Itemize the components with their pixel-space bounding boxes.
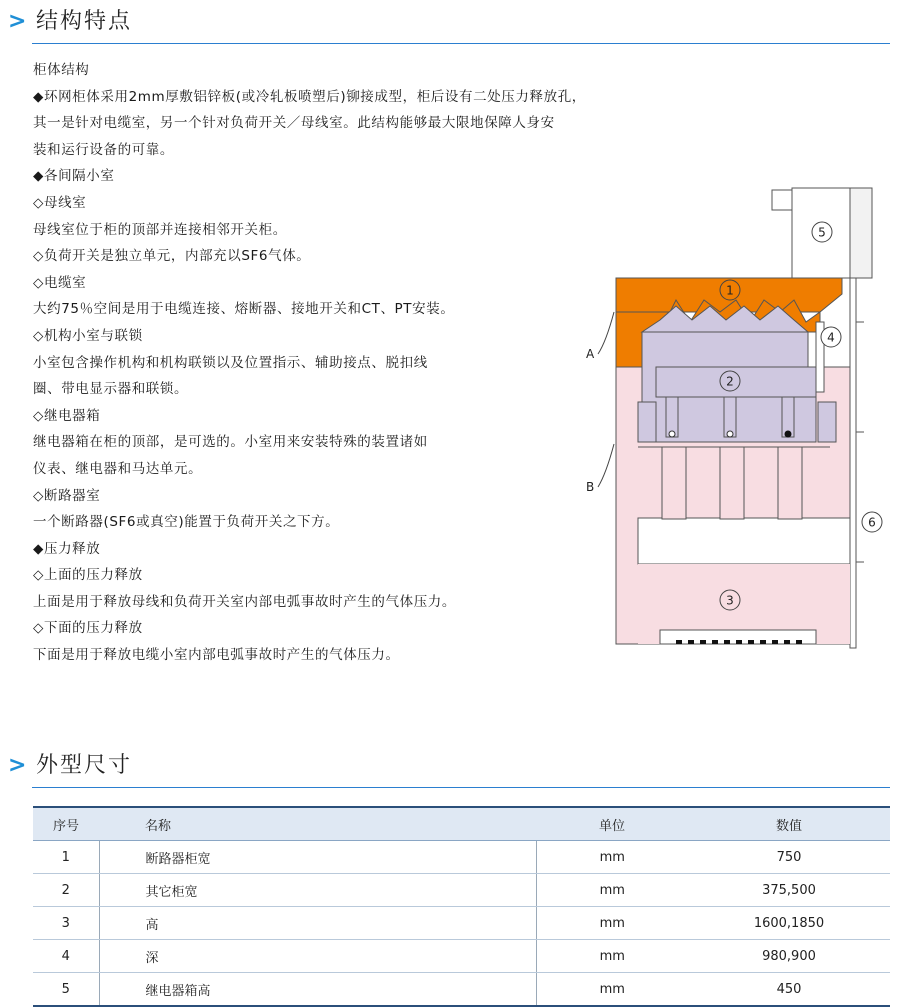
label-b: B: [586, 480, 595, 494]
text-line: 圈、带电显示器和联锁。: [33, 381, 189, 398]
cable-column: [778, 447, 802, 519]
cell-no: 3: [33, 907, 99, 940]
section-header-structure: [8, 4, 890, 44]
text-line: 装和运行设备的可靠。: [33, 141, 174, 158]
cell-value: 1600,1850: [688, 907, 890, 940]
col-header-unit: 单位: [536, 807, 688, 841]
text-line: 其一是针对电缆室，另一个针对负荷开关／母线室。此结构能够最大限地保障人身安: [33, 115, 555, 132]
cell-no: 1: [33, 841, 99, 874]
number-1-label: 1: [726, 283, 734, 298]
cabinet-cross-section-diagram: [580, 182, 900, 652]
text-line: ◇母线室: [33, 194, 87, 211]
cell-value: 980,900: [688, 940, 890, 973]
cable-column: [662, 447, 686, 519]
label-a: A: [586, 347, 595, 361]
section-divider: [32, 787, 890, 788]
cell-unit: mm: [536, 940, 688, 973]
cable-column: [720, 447, 744, 519]
table-header-row: [33, 807, 890, 841]
table-row: [33, 841, 890, 874]
right-frame: [850, 278, 856, 648]
cell-name: 断路器柜宽: [99, 841, 536, 874]
text-line: ◆环网柜体采用2mm厚敷铝锌板(或冷轧板喷塑后)铆接成型，柜后设有二处压力释放孔，: [33, 88, 586, 105]
text-line: 上面是用于释放母线和负荷开关室内部电弧事故时产生的气体压力。: [33, 593, 456, 610]
cell-value: 375,500: [688, 874, 890, 907]
section-header-dimensions: [8, 748, 890, 788]
text-line: ◇下面的压力释放: [33, 620, 143, 637]
col-header-value: 数值: [688, 807, 890, 841]
section-divider: [32, 43, 890, 44]
col-header-no: 序号: [33, 807, 99, 841]
number-5-label: 5: [818, 225, 826, 240]
table-row: [33, 874, 890, 907]
chevron-right-icon: >: [8, 753, 27, 778]
text-line: 仪表、继电器和马达单元。: [33, 460, 203, 477]
cell-unit: mm: [536, 841, 688, 874]
relay-box-bracket: [772, 190, 792, 210]
text-line: ◇继电器箱: [33, 407, 101, 424]
cell-unit: mm: [536, 874, 688, 907]
number-6-label: 6: [868, 515, 876, 530]
text-line: ◇机构小室与联锁: [33, 327, 143, 344]
text-line: ◆各间隔小室: [33, 168, 115, 185]
cell-value: 450: [688, 973, 890, 1007]
text-line: ◇电缆室: [33, 274, 87, 291]
text-line: 母线室位于柜的顶部并连接相邻开关柜。: [33, 221, 287, 238]
cell-value: 750: [688, 841, 890, 874]
relay-box-side: [850, 188, 872, 278]
text-line: ◇断路器室: [33, 487, 101, 504]
cell-name: 继电器箱高: [99, 973, 536, 1007]
table-row: [33, 973, 890, 1007]
text-line: 一个断路器(SF6或真空)能置于负荷开关之下方。: [33, 514, 340, 531]
text-line: 下面是用于释放电缆小室内部电弧事故时产生的气体压力。: [33, 647, 400, 664]
cell-no: 2: [33, 874, 99, 907]
table-row: [33, 940, 890, 973]
text-line: 大约75％空间是用于电缆连接、熔断器、接地开关和CT、PT安装。: [33, 301, 455, 318]
text-line: ◇上面的压力释放: [33, 567, 143, 584]
section-title: 结构特点: [36, 9, 133, 34]
table-row: [33, 907, 890, 940]
text-line: ◇负荷开关是独立单元，内部充以SF6气体。: [33, 248, 311, 265]
cell-name: 高: [99, 907, 536, 940]
cell-unit: mm: [536, 907, 688, 940]
number-2-label: 2: [726, 374, 734, 389]
cell-unit: mm: [536, 973, 688, 1007]
chevron-right-icon: >: [8, 9, 27, 34]
text-line: ◆压力释放: [33, 540, 101, 557]
cell-no: 5: [33, 973, 99, 1007]
breaker-rail: [638, 518, 850, 564]
text-line: 小室包含操作机构和机构联锁以及位置指示、辅助接点、脱扣线: [33, 354, 428, 371]
text-line: 柜体结构: [33, 62, 90, 78]
cell-name: 其它柜宽: [99, 874, 536, 907]
number-4-label: 4: [827, 330, 835, 345]
section-title: 外型尺寸: [36, 753, 133, 778]
col-header-name: 名称: [99, 807, 536, 841]
dimensions-table: [33, 806, 890, 1007]
text-line: 继电器箱在柜的顶部，是可选的。小室用来安装特殊的装置诸如: [33, 434, 428, 451]
number-3-label: 3: [726, 593, 734, 608]
cell-no: 4: [33, 940, 99, 973]
cell-name: 深: [99, 940, 536, 973]
